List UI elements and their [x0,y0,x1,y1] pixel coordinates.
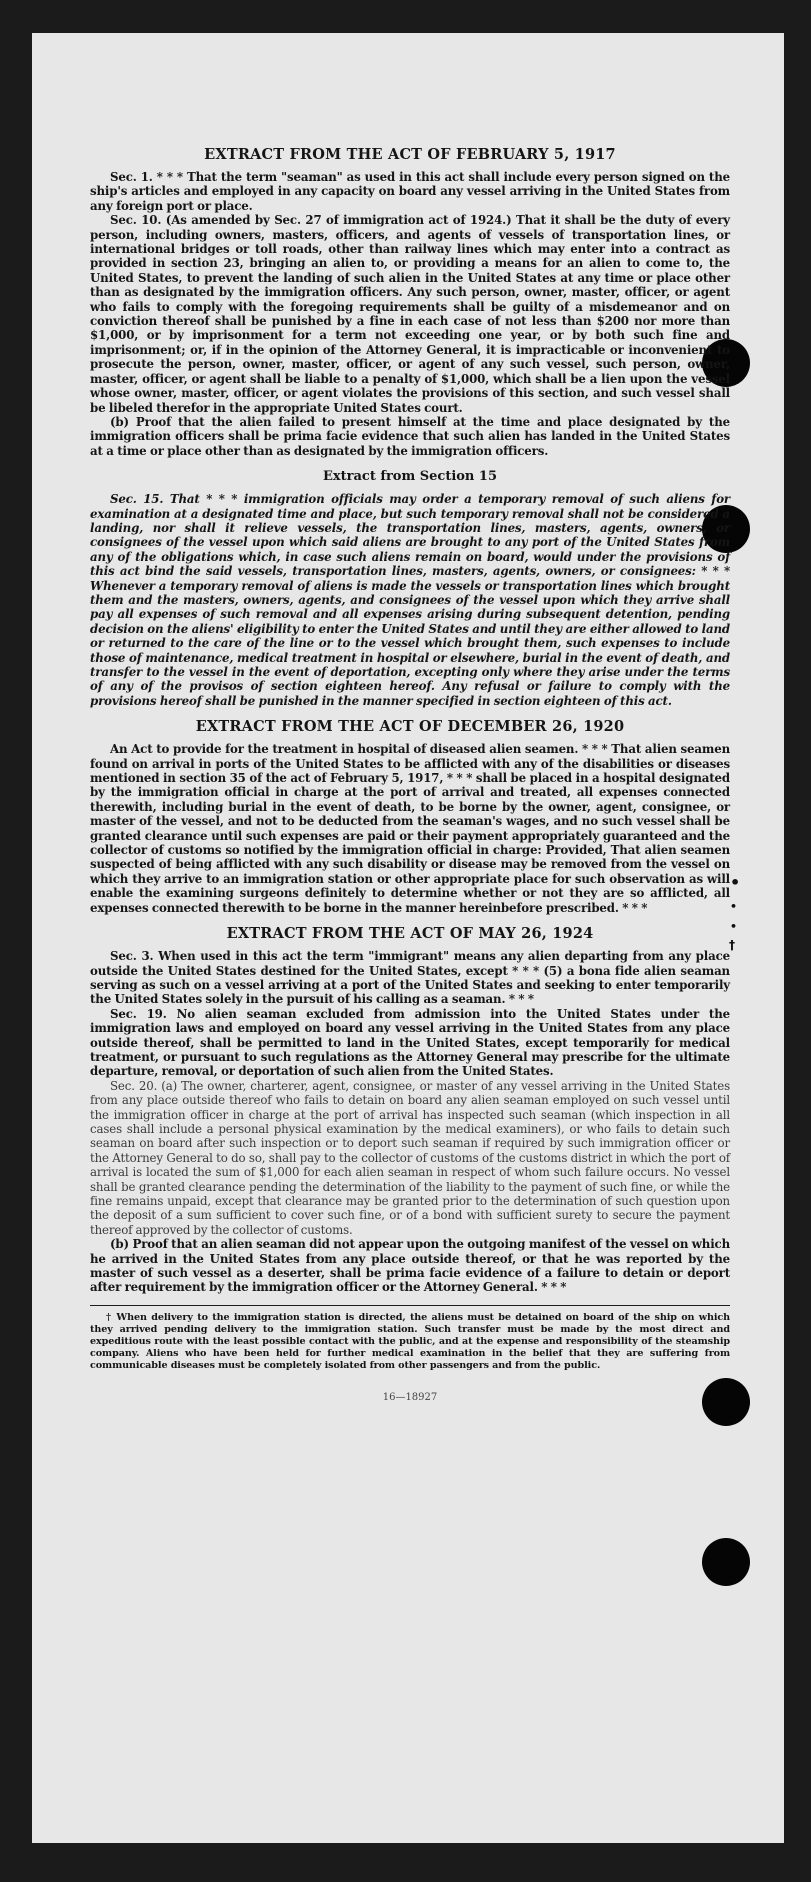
section-heading-may-1924: EXTRACT FROM THE ACT OF MAY 26, 1924 [226,925,594,943]
margin-mark: • [730,920,738,933]
footnote: † When delivery to the immigration station is directed, the aliens must be detained on board of the ship on which they arrived pending delivery to the immigration station. Such transfer must be made by the most direct and expeditious route with the least possible contact with the public, and at the expense and responsibility of the steamship company. Aliens who have been held for further medical examination in the belief that they are suffering from communicable diseases must be completely isolated from other passengers and from the public. [90,1311,730,1371]
paragraph-act-1920: An Act to provide for the treatment in hospital of diseased alien seamen. * * * That alien seamen found on arrival in ports of the United States to be afflicted with any of the disabilities or diseases mentioned in section 35 of the act of February 5, 1917, * * * shall be placed in a hospital designated by the immigration official in charge at the port of arrival and treated, all expenses connected therewith, including burial in the event of death, to be borne by the owner, agent, consignee, or master of the vessel, and not to be deducted from the seaman's wages, and no such vessel shall be granted clearance until such expenses are paid or their payment appropriately guaranteed and the collector of customs so notified by the immigration official in charge: Provided, That alien seamen suspected of being afflicted with any such disability or disease may be removed from the vessel on which they arrive to an immigration station or other appropriate place for such observation as will enable the examining surgeons definitely to determine whether or not they are so afflicted, all expenses connected therewith to be borne in the manner hereinbefore prescribed. * * * [90,742,730,915]
punch-hole [702,1538,750,1586]
paragraph-sec-10-b: (b) Proof that the alien failed to present himself at the time and place designated by the immigration officers shall be prima facie evidence that such alien has landed in the United States at a time or place other than as designated by the immigration officers. [90,414,730,458]
section-heading-section-15: Extract from Section 15 [322,469,498,485]
margin-mark: † [729,938,735,952]
document-page [32,33,784,1843]
paragraph-sec-15: Sec. 15. That * * * immigration officials may order a temporary removal of such aliens for examination at a designated time and place, but such temporary removal shall not be considered a landing, nor shall it relieve vessels, the transportation lines, masters, agents, owners, or consignees of the vessel upon which said aliens are brought to any port of the United States from any of the obligations which, in case such aliens remain on board, would under the provisions of this act bind the said vessels, transportation lines, masters, agents, owners, or consignees: * * * Whenever a temporary removal of aliens is made the vessels or transportation lines which brought them and the masters, owners, agents, and consignees of the vessel upon which they arrive shall pay all expenses of such removal and all expenses arising during subsequent detention, pending decision on the aliens' eligibility to enter the United States and until they are either allowed to land or returned to the care of the line or to the vessel which brought them, such expenses to include those of maintenance, medical treatment in hospital or elsewhere, burial in the event of death, and transfer to the vessel in the event of deportation, excepting only where they arise under the terms of any of the provisos of section eighteen hereof. Any refusal or failure to comply with the provisions hereof shall be punished in the manner specified in section eighteen of this act. [90,492,730,708]
section-heading-feb-1917: EXTRACT FROM THE ACT OF FEBRUARY 5, 1917 [204,146,616,163]
paragraph-sec-10: Sec. 10. (As amended by Sec. 27 of immigration act of 1924.) That it shall be the duty of every person, including owners, masters, officers, and agents of vessels of transportation lines, or international bridges or toll roads, other than railway lines which may enter into a contract as provided in section 23, bringing an alien to, or providing a means for an alien to come to, the United States, to prevent the landing of such alien in the United States at any time or place other than as designated by the immigration officers. Any such person, owner, master, officer, or agent who fails to comply with the foregoing requirements shall be guilty of a misdemeanor and on conviction thereof shall be punished by a fine in each case of not less than $200 nor more than $1,000, or by imprisonment for a term not exceeding one year, or by both such fine and imprisonment; or, if in the opinion of the Attorney General, it is impracticable or inconvenient to prosecute the person, owner, master, officer, or agent of any such vessel, such person, owner, master, officer, or agent shall be liable to a penalty of $1,000, which shall be a lien upon the vessel whose owner, master, officer, or agent violates the provisions of this section, and such vessel shall be libeled therefor in the appropriate United States court. [90,213,730,415]
paragraph-sec-3: Sec. 3. When used in this act the term "immigrant" means any alien departing from any place outside the United States destined for the United States, except * * * (5) a bona fide alien seaman serving as such on a vessel arriving at a port of the United States and seeking to enter temporarily the United States solely in the pursuit of his calling as a seaman. * * * [90,949,730,1007]
print-code: 16—18927 [382,1391,438,1403]
margin-mark: • [730,873,741,892]
paragraph-sec-19: Sec. 19. No alien seaman excluded from admission into the United States under the immigration laws and employed on board any vessel arriving in the United States from any place outside thereof, shall be permitted to land in the United States, except temporarily for medical treatment, or pursuant to such regulations as the Attorney General may prescribe for the ultimate departure, removal, or deportation of such alien from the United States. [90,1006,730,1079]
section-heading-dec-1920: EXTRACT FROM THE ACT OF DECEMBER 26, 1920 [195,718,625,736]
footnote-divider [90,1305,730,1306]
paragraph-sec-20-b: (b) Proof that an alien seaman did not appear upon the outgoing manifest of the vessel on which he arrived in the United States from any place outside thereof, or that he was reported by the master of such vessel as a deserter, shall be prima facie evidence of a failure to detain or deport after requirement by the immigration officer or the Attorney General. * * * [90,1237,730,1295]
paragraph-sec-1: Sec. 1. * * * That the term "seaman" as used in this act shall include every person signed on the ship's articles and employed in any capacity on board any vessel arriving in the United States from any foreign port or place. [90,170,730,213]
document-body [90,146,730,1403]
margin-mark: • [730,900,738,913]
paragraph-sec-20-a: Sec. 20. (a) The owner, charterer, agent, consignee, or master of any vessel arriving in the United States from any place outside thereof who fails to detain on board any alien seaman employed on such vessel until the immigration officer in charge at the port of arrival has inspected such seaman (which inspection in all cases shall include a personal physical examination by the medical examiners), or who fails to detain such seaman on board after such inspection or to deport such seaman if required by such immigration officer or the Attorney General to do so, shall pay to the collector of customs of the customs district in which the port of arrival is located the sum of $1,000 for each alien seaman in respect of whom such failure occurs. No vessel shall be granted clearance pending the determination of the liability to the payment of such fine, or while the fine remains unpaid, except that clearance may be granted prior to the determination of such question upon the deposit of a sum sufficient to cover such fine, or of a bond with sufficient surety to secure the payment thereof approved by the collector of customs. [90,1078,730,1237]
